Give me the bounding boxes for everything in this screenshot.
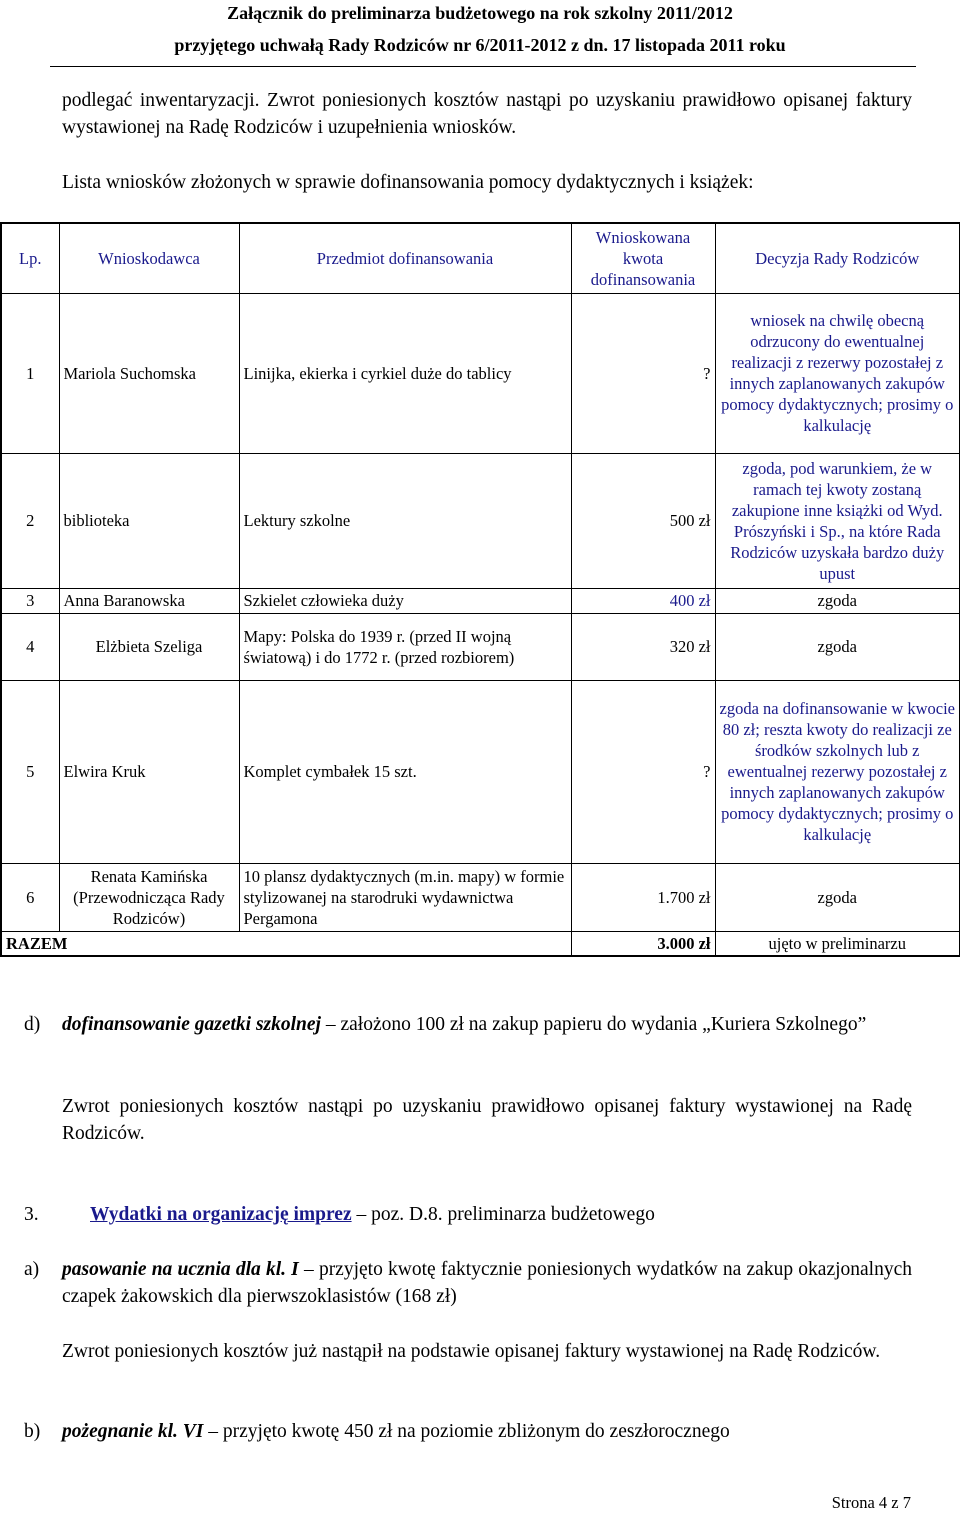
section-3-number: 3. [24,1204,39,1225]
table-row [1,293,960,453]
section-d-title: dofinansowanie gazetki szkolnej [62,1014,321,1035]
header-subject: Przedmiot dofinansowania [239,223,571,293]
row-decision: zgoda [715,588,960,613]
row-lp: 2 [1,453,59,588]
row-decision: wniosek na chwilę obecną odrzucony do ewentualnej realizacji z rezerwy pozostałej z innych zaplanowanych zakupów pomocy dydaktycznych; prosimy o kalkulację [715,293,960,453]
row-subject: Linijka, ekierka i cyrkiel duże do tablicy [239,293,571,453]
total-label: RAZEM [1,931,571,956]
row-amount: ? [571,680,715,863]
section-d-text: założono 100 zł na zakup papieru do wydania „Kuriera Szkolnego” [340,1014,867,1035]
table-row [1,453,960,588]
document-header-line1: Załącznik do preliminarza budżetowego na rok szkolny 2011/2012 [227,3,733,23]
table-header-row [1,223,960,293]
total-decision: ujęto w preliminarzu [715,931,960,956]
row-amount: ? [571,293,715,453]
section-3-heading [90,1201,910,1228]
table-total-row [1,931,960,956]
section-3-link[interactable]: Wydatki na organizację imprez [90,1204,352,1225]
table-row [1,680,960,863]
row-decision: zgoda [715,863,960,931]
header-amount: Wnioskowana kwota dofinansowania [571,223,715,293]
intro-paragraph: podlegać inwentaryzacji. Zwrot poniesionych kosztów nastąpi po uzyskaniu prawidłowo opisanej faktury wystawionej na Radę Rodziców i uzupełnienia wniosków. [62,90,912,138]
row-lp: 1 [1,293,59,453]
row-subject: Mapy: Polska do 1939 r. (przed II wojną światową) i do 1772 r. (przed rozbiorem) [239,613,571,680]
row-amount: 500 zł [571,453,715,588]
table-row [1,613,960,680]
section-b-marker: b) [24,1421,41,1442]
section-a-paragraph [62,1256,912,1310]
row-lp: 6 [1,863,59,931]
row-decision: zgoda [715,613,960,680]
section-a-title: pasowanie na ucznia dla kl. I [62,1259,299,1280]
row-amount: 1.700 zł [571,863,715,931]
section-d-refund: Zwrot poniesionych kosztów nastąpi po uzyskaniu prawidłowo opisanej faktury wystawionej na Radę Rodziców. [62,1096,912,1144]
row-subject: Szkielet człowieka duży [239,588,571,613]
row-applicant: Renata Kamińska (Przewodnicząca Rady Rodziców) [59,863,239,931]
row-subject: 10 plansz dydaktycznych (m.in. mapy) w formie stylizowanej na starodruki wydawnictwa Pergamona [239,863,571,931]
row-amount: 400 zł [571,588,715,613]
header-applicant: Wnioskodawca [59,223,239,293]
header-rule [50,66,916,67]
grant-requests-table [0,222,960,957]
section-3-rest: – poz. D.8. preliminarza budżetowego [356,1204,655,1225]
section-d-dash: – [325,1014,336,1035]
table-row [1,863,960,931]
row-applicant: Elwira Kruk [59,680,239,863]
section-a-marker: a) [24,1259,40,1280]
section-d-marker: d) [24,1014,41,1035]
row-decision: zgoda, pod warunkiem, że w ramach tej kwoty zostaną zakupione inne książki od Wyd. Prószyński i Sp., na które Rada Rodziców uzyskała bardzo duży upust [715,453,960,588]
row-applicant: Elżbieta Szeliga [59,613,239,680]
section-b-text: – przyjęto kwotę 450 zł na poziomie zbliżonym do zeszłorocznego [208,1421,730,1442]
page-number: Strona 4 z 7 [831,1493,911,1512]
row-applicant: Mariola Suchomska [59,293,239,453]
document-header-line2: przyjętego uchwałą Rady Rodziców nr 6/2011-2012 z dn. 17 listopada 2011 roku [174,35,786,55]
row-lp: 5 [1,680,59,863]
row-lp: 3 [1,588,59,613]
row-lp: 4 [1,613,59,680]
row-applicant: biblioteka [59,453,239,588]
section-a-text: – przyjęto kwotę faktycznie poniesionych wydatków na zakup okazjonalnych czapek żakowskich dla pierwszoklasistów (168 zł) [62,1259,912,1307]
table-row [1,588,960,613]
header-decision: Decyzja Rady Rodziców [715,223,960,293]
section-d-paragraph [62,1011,912,1038]
row-applicant: Anna Baranowska [59,588,239,613]
row-subject: Lektury szkolne [239,453,571,588]
section-b-paragraph [62,1418,912,1445]
section-a-refund: Zwrot poniesionych kosztów już nastąpił na podstawie opisanej faktury wystawionej na Radę Rodziców. [62,1341,881,1362]
section-b-title: pożegnanie kl. VI [62,1421,204,1442]
header-lp: Lp. [1,223,59,293]
total-amount: 3.000 zł [571,931,715,956]
row-decision: zgoda na dofinansowanie w kwocie 80 zł; reszta kwoty do realizacji ze środków szkolnych lub z ewentualnej rezerwy pozostałej z innych zaplanowanych zakupów pomocy dydaktycznych; prosimy o kalkulację [715,680,960,863]
list-title: Lista wniosków złożonych w sprawie dofinansowania pomocy dydaktycznych i książek: [62,172,754,193]
row-subject: Komplet cymbałek 15 szt. [239,680,571,863]
row-amount: 320 zł [571,613,715,680]
